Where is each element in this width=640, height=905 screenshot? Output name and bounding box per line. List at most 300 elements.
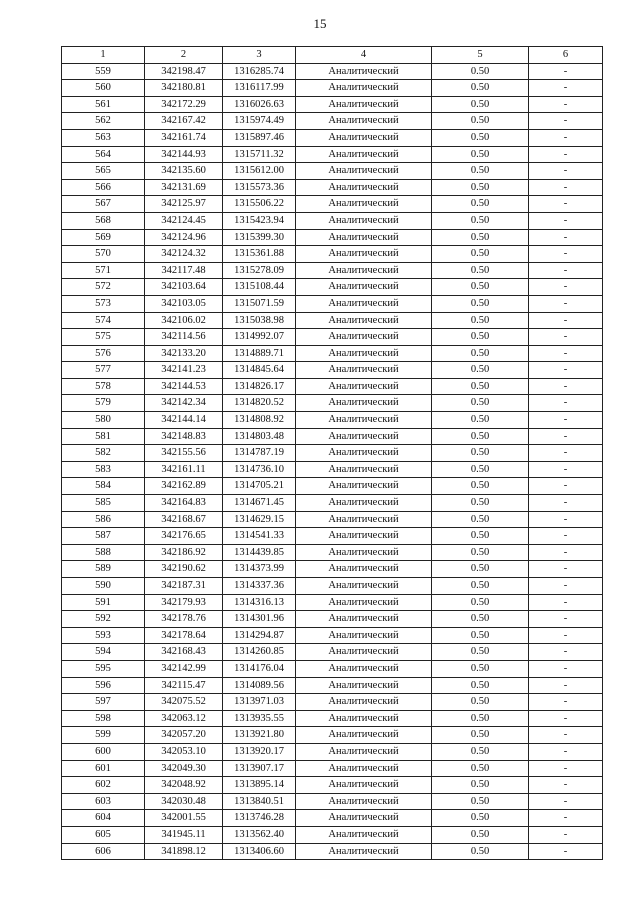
note-cell: - <box>529 561 603 578</box>
table-row <box>62 229 603 246</box>
note-cell: - <box>529 727 603 744</box>
note-cell: - <box>529 511 603 528</box>
accuracy-cell: 0.50 <box>432 810 529 827</box>
table-row <box>62 710 603 727</box>
accuracy-cell: 0.50 <box>432 511 529 528</box>
note-cell: - <box>529 163 603 180</box>
y-coordinate-cell: 1315399.30 <box>223 229 296 246</box>
point-number-cell: 595 <box>62 660 145 677</box>
method-cell: Аналитический <box>296 345 432 362</box>
note-cell: - <box>529 229 603 246</box>
accuracy-cell: 0.50 <box>432 743 529 760</box>
method-cell: Аналитический <box>296 329 432 346</box>
point-number-cell: 604 <box>62 810 145 827</box>
y-coordinate-cell: 1314787.19 <box>223 445 296 462</box>
note-cell: - <box>529 528 603 545</box>
accuracy-cell: 0.50 <box>432 594 529 611</box>
accuracy-cell: 0.50 <box>432 345 529 362</box>
note-cell: - <box>529 113 603 130</box>
table-row <box>62 428 603 445</box>
accuracy-cell: 0.50 <box>432 627 529 644</box>
accuracy-cell: 0.50 <box>432 793 529 810</box>
y-coordinate-cell: 1315108.44 <box>223 279 296 296</box>
y-coordinate-cell: 1314294.87 <box>223 627 296 644</box>
y-coordinate-cell: 1314176.04 <box>223 660 296 677</box>
x-coordinate-cell: 342030.48 <box>145 793 223 810</box>
x-coordinate-cell: 342190.62 <box>145 561 223 578</box>
method-cell: Аналитический <box>296 362 432 379</box>
table-row <box>62 644 603 661</box>
note-cell: - <box>529 212 603 229</box>
point-number-cell: 561 <box>62 96 145 113</box>
accuracy-cell: 0.50 <box>432 694 529 711</box>
method-cell: Аналитический <box>296 229 432 246</box>
method-cell: Аналитический <box>296 660 432 677</box>
table-row <box>62 262 603 279</box>
point-number-cell: 576 <box>62 345 145 362</box>
x-coordinate-cell: 342141.23 <box>145 362 223 379</box>
x-coordinate-cell: 342053.10 <box>145 743 223 760</box>
note-cell: - <box>529 810 603 827</box>
point-number-cell: 587 <box>62 528 145 545</box>
accuracy-cell: 0.50 <box>432 528 529 545</box>
table-row <box>62 395 603 412</box>
accuracy-cell: 0.50 <box>432 677 529 694</box>
y-coordinate-cell: 1315071.59 <box>223 295 296 312</box>
method-cell: Аналитический <box>296 163 432 180</box>
accuracy-cell: 0.50 <box>432 710 529 727</box>
accuracy-cell: 0.50 <box>432 312 529 329</box>
column-header-5: 5 <box>432 47 529 64</box>
accuracy-cell: 0.50 <box>432 445 529 462</box>
accuracy-cell: 0.50 <box>432 179 529 196</box>
note-cell: - <box>529 412 603 429</box>
x-coordinate-cell: 342168.43 <box>145 644 223 661</box>
x-coordinate-cell: 342161.74 <box>145 129 223 146</box>
table-row <box>62 611 603 628</box>
method-cell: Аналитический <box>296 478 432 495</box>
x-coordinate-cell: 342161.11 <box>145 461 223 478</box>
method-cell: Аналитический <box>296 528 432 545</box>
accuracy-cell: 0.50 <box>432 826 529 843</box>
y-coordinate-cell: 1314845.64 <box>223 362 296 379</box>
note-cell: - <box>529 246 603 263</box>
accuracy-cell: 0.50 <box>432 196 529 213</box>
table-row <box>62 495 603 512</box>
point-number-cell: 590 <box>62 578 145 595</box>
table-row <box>62 179 603 196</box>
x-coordinate-cell: 342117.48 <box>145 262 223 279</box>
x-coordinate-cell: 342049.30 <box>145 760 223 777</box>
coordinates-table <box>61 46 603 860</box>
y-coordinate-cell: 1315897.46 <box>223 129 296 146</box>
point-number-cell: 565 <box>62 163 145 180</box>
point-number-cell: 598 <box>62 710 145 727</box>
x-coordinate-cell: 342103.64 <box>145 279 223 296</box>
x-coordinate-cell: 342144.53 <box>145 378 223 395</box>
note-cell: - <box>529 129 603 146</box>
point-number-cell: 582 <box>62 445 145 462</box>
point-number-cell: 602 <box>62 777 145 794</box>
accuracy-cell: 0.50 <box>432 544 529 561</box>
note-cell: - <box>529 495 603 512</box>
y-coordinate-cell: 1316285.74 <box>223 63 296 80</box>
x-coordinate-cell: 342057.20 <box>145 727 223 744</box>
column-header-4: 4 <box>296 47 432 64</box>
x-coordinate-cell: 342131.69 <box>145 179 223 196</box>
method-cell: Аналитический <box>296 246 432 263</box>
note-cell: - <box>529 179 603 196</box>
accuracy-cell: 0.50 <box>432 163 529 180</box>
x-coordinate-cell: 342144.93 <box>145 146 223 163</box>
x-coordinate-cell: 342075.52 <box>145 694 223 711</box>
note-cell: - <box>529 644 603 661</box>
table-row <box>62 378 603 395</box>
accuracy-cell: 0.50 <box>432 428 529 445</box>
y-coordinate-cell: 1313895.14 <box>223 777 296 794</box>
method-cell: Аналитический <box>296 179 432 196</box>
point-number-cell: 571 <box>62 262 145 279</box>
point-number-cell: 601 <box>62 760 145 777</box>
method-cell: Аналитический <box>296 279 432 296</box>
note-cell: - <box>529 196 603 213</box>
accuracy-cell: 0.50 <box>432 644 529 661</box>
accuracy-cell: 0.50 <box>432 362 529 379</box>
y-coordinate-cell: 1314736.10 <box>223 461 296 478</box>
method-cell: Аналитический <box>296 710 432 727</box>
x-coordinate-cell: 342172.29 <box>145 96 223 113</box>
note-cell: - <box>529 843 603 860</box>
note-cell: - <box>529 594 603 611</box>
point-number-cell: 589 <box>62 561 145 578</box>
method-cell: Аналитический <box>296 826 432 843</box>
point-number-cell: 586 <box>62 511 145 528</box>
point-number-cell: 593 <box>62 627 145 644</box>
y-coordinate-cell: 1313907.17 <box>223 760 296 777</box>
accuracy-cell: 0.50 <box>432 760 529 777</box>
column-header-1: 1 <box>62 47 145 64</box>
note-cell: - <box>529 63 603 80</box>
note-cell: - <box>529 345 603 362</box>
table-row <box>62 677 603 694</box>
method-cell: Аналитический <box>296 511 432 528</box>
point-number-cell: 581 <box>62 428 145 445</box>
x-coordinate-cell: 341898.12 <box>145 843 223 860</box>
method-cell: Аналитический <box>296 461 432 478</box>
x-coordinate-cell: 342144.14 <box>145 412 223 429</box>
table-row <box>62 594 603 611</box>
x-coordinate-cell: 342106.02 <box>145 312 223 329</box>
table-row <box>62 63 603 80</box>
note-cell: - <box>529 694 603 711</box>
note-cell: - <box>529 627 603 644</box>
x-coordinate-cell: 342142.99 <box>145 660 223 677</box>
y-coordinate-cell: 1314301.96 <box>223 611 296 628</box>
note-cell: - <box>529 578 603 595</box>
y-coordinate-cell: 1314316.13 <box>223 594 296 611</box>
note-cell: - <box>529 80 603 97</box>
method-cell: Аналитический <box>296 63 432 80</box>
y-coordinate-cell: 1316026.63 <box>223 96 296 113</box>
table-row <box>62 561 603 578</box>
y-coordinate-cell: 1315573.36 <box>223 179 296 196</box>
y-coordinate-cell: 1313971.03 <box>223 694 296 711</box>
note-cell: - <box>529 660 603 677</box>
accuracy-cell: 0.50 <box>432 63 529 80</box>
accuracy-cell: 0.50 <box>432 777 529 794</box>
point-number-cell: 573 <box>62 295 145 312</box>
table-row <box>62 80 603 97</box>
table-row <box>62 777 603 794</box>
point-number-cell: 591 <box>62 594 145 611</box>
point-number-cell: 585 <box>62 495 145 512</box>
note-cell: - <box>529 96 603 113</box>
y-coordinate-cell: 1315974.49 <box>223 113 296 130</box>
y-coordinate-cell: 1315711.32 <box>223 146 296 163</box>
table-row <box>62 445 603 462</box>
accuracy-cell: 0.50 <box>432 395 529 412</box>
method-cell: Аналитический <box>296 760 432 777</box>
method-cell: Аналитический <box>296 843 432 860</box>
method-cell: Аналитический <box>296 146 432 163</box>
method-cell: Аналитический <box>296 212 432 229</box>
x-coordinate-cell: 342135.60 <box>145 163 223 180</box>
accuracy-cell: 0.50 <box>432 279 529 296</box>
table-row <box>62 660 603 677</box>
y-coordinate-cell: 1315612.00 <box>223 163 296 180</box>
table-row <box>62 760 603 777</box>
x-coordinate-cell: 342178.76 <box>145 611 223 628</box>
column-header-3: 3 <box>223 47 296 64</box>
table-row <box>62 196 603 213</box>
x-coordinate-cell: 342133.20 <box>145 345 223 362</box>
y-coordinate-cell: 1314992.07 <box>223 329 296 346</box>
method-cell: Аналитический <box>296 129 432 146</box>
note-cell: - <box>529 329 603 346</box>
note-cell: - <box>529 378 603 395</box>
y-coordinate-cell: 1313562.40 <box>223 826 296 843</box>
accuracy-cell: 0.50 <box>432 660 529 677</box>
table-row <box>62 727 603 744</box>
y-coordinate-cell: 1314808.92 <box>223 412 296 429</box>
y-coordinate-cell: 1316117.99 <box>223 80 296 97</box>
method-cell: Аналитический <box>296 777 432 794</box>
accuracy-cell: 0.50 <box>432 611 529 628</box>
table-row <box>62 96 603 113</box>
y-coordinate-cell: 1315278.09 <box>223 262 296 279</box>
y-coordinate-cell: 1315506.22 <box>223 196 296 213</box>
y-coordinate-cell: 1314889.71 <box>223 345 296 362</box>
x-coordinate-cell: 342124.32 <box>145 246 223 263</box>
table-row <box>62 544 603 561</box>
y-coordinate-cell: 1315361.88 <box>223 246 296 263</box>
x-coordinate-cell: 342168.67 <box>145 511 223 528</box>
accuracy-cell: 0.50 <box>432 212 529 229</box>
y-coordinate-cell: 1313840.51 <box>223 793 296 810</box>
method-cell: Аналитический <box>296 196 432 213</box>
accuracy-cell: 0.50 <box>432 96 529 113</box>
accuracy-cell: 0.50 <box>432 578 529 595</box>
method-cell: Аналитический <box>296 644 432 661</box>
method-cell: Аналитический <box>296 627 432 644</box>
point-number-cell: 583 <box>62 461 145 478</box>
point-number-cell: 594 <box>62 644 145 661</box>
x-coordinate-cell: 342178.64 <box>145 627 223 644</box>
x-coordinate-cell: 341945.11 <box>145 826 223 843</box>
method-cell: Аналитический <box>296 810 432 827</box>
accuracy-cell: 0.50 <box>432 146 529 163</box>
point-number-cell: 560 <box>62 80 145 97</box>
y-coordinate-cell: 1315038.98 <box>223 312 296 329</box>
accuracy-cell: 0.50 <box>432 129 529 146</box>
note-cell: - <box>529 760 603 777</box>
table-row <box>62 843 603 860</box>
y-coordinate-cell: 1314337.36 <box>223 578 296 595</box>
point-number-cell: 599 <box>62 727 145 744</box>
accuracy-cell: 0.50 <box>432 412 529 429</box>
point-number-cell: 569 <box>62 229 145 246</box>
method-cell: Аналитический <box>296 445 432 462</box>
table-row <box>62 163 603 180</box>
note-cell: - <box>529 461 603 478</box>
method-cell: Аналитический <box>296 594 432 611</box>
table-row <box>62 528 603 545</box>
note-cell: - <box>529 777 603 794</box>
method-cell: Аналитический <box>296 312 432 329</box>
x-coordinate-cell: 342103.05 <box>145 295 223 312</box>
method-cell: Аналитический <box>296 694 432 711</box>
x-coordinate-cell: 342176.65 <box>145 528 223 545</box>
note-cell: - <box>529 793 603 810</box>
y-coordinate-cell: 1314671.45 <box>223 495 296 512</box>
point-number-cell: 588 <box>62 544 145 561</box>
y-coordinate-cell: 1313746.28 <box>223 810 296 827</box>
note-cell: - <box>529 279 603 296</box>
y-coordinate-cell: 1313406.60 <box>223 843 296 860</box>
table-row <box>62 362 603 379</box>
accuracy-cell: 0.50 <box>432 495 529 512</box>
point-number-cell: 568 <box>62 212 145 229</box>
x-coordinate-cell: 342164.83 <box>145 495 223 512</box>
note-cell: - <box>529 146 603 163</box>
x-coordinate-cell: 342115.47 <box>145 677 223 694</box>
point-number-cell: 603 <box>62 793 145 810</box>
page-number: 15 <box>313 16 327 31</box>
accuracy-cell: 0.50 <box>432 246 529 263</box>
point-number-cell: 575 <box>62 329 145 346</box>
accuracy-cell: 0.50 <box>432 461 529 478</box>
accuracy-cell: 0.50 <box>432 113 529 130</box>
point-number-cell: 592 <box>62 611 145 628</box>
point-number-cell: 563 <box>62 129 145 146</box>
point-number-cell: 600 <box>62 743 145 760</box>
table-header-row <box>62 47 603 64</box>
method-cell: Аналитический <box>296 262 432 279</box>
point-number-cell: 578 <box>62 378 145 395</box>
column-header-6: 6 <box>529 47 603 64</box>
table-row <box>62 810 603 827</box>
note-cell: - <box>529 544 603 561</box>
table-row <box>62 129 603 146</box>
y-coordinate-cell: 1315423.94 <box>223 212 296 229</box>
x-coordinate-cell: 342125.97 <box>145 196 223 213</box>
method-cell: Аналитический <box>296 378 432 395</box>
y-coordinate-cell: 1314373.99 <box>223 561 296 578</box>
accuracy-cell: 0.50 <box>432 262 529 279</box>
x-coordinate-cell: 342114.56 <box>145 329 223 346</box>
y-coordinate-cell: 1313935.55 <box>223 710 296 727</box>
note-cell: - <box>529 362 603 379</box>
table-row <box>62 345 603 362</box>
table-row <box>62 312 603 329</box>
table-row <box>62 511 603 528</box>
x-coordinate-cell: 342048.92 <box>145 777 223 794</box>
point-number-cell: 570 <box>62 246 145 263</box>
point-number-cell: 580 <box>62 412 145 429</box>
table-row <box>62 578 603 595</box>
method-cell: Аналитический <box>296 578 432 595</box>
method-cell: Аналитический <box>296 96 432 113</box>
method-cell: Аналитический <box>296 793 432 810</box>
y-coordinate-cell: 1314705.21 <box>223 478 296 495</box>
y-coordinate-cell: 1314803.48 <box>223 428 296 445</box>
table-row <box>62 412 603 429</box>
y-coordinate-cell: 1314439.85 <box>223 544 296 561</box>
y-coordinate-cell: 1314089.56 <box>223 677 296 694</box>
point-number-cell: 564 <box>62 146 145 163</box>
method-cell: Аналитический <box>296 295 432 312</box>
point-number-cell: 597 <box>62 694 145 711</box>
y-coordinate-cell: 1314629.15 <box>223 511 296 528</box>
accuracy-cell: 0.50 <box>432 295 529 312</box>
y-coordinate-cell: 1313921.80 <box>223 727 296 744</box>
x-coordinate-cell: 342198.47 <box>145 63 223 80</box>
y-coordinate-cell: 1314826.17 <box>223 378 296 395</box>
point-number-cell: 566 <box>62 179 145 196</box>
x-coordinate-cell: 342180.81 <box>145 80 223 97</box>
x-coordinate-cell: 342142.34 <box>145 395 223 412</box>
table-row <box>62 694 603 711</box>
x-coordinate-cell: 342187.31 <box>145 578 223 595</box>
x-coordinate-cell: 342063.12 <box>145 710 223 727</box>
table-row <box>62 743 603 760</box>
note-cell: - <box>529 677 603 694</box>
method-cell: Аналитический <box>296 611 432 628</box>
note-cell: - <box>529 312 603 329</box>
accuracy-cell: 0.50 <box>432 80 529 97</box>
method-cell: Аналитический <box>296 395 432 412</box>
y-coordinate-cell: 1314541.33 <box>223 528 296 545</box>
method-cell: Аналитический <box>296 727 432 744</box>
table-row <box>62 146 603 163</box>
note-cell: - <box>529 445 603 462</box>
point-number-cell: 584 <box>62 478 145 495</box>
accuracy-cell: 0.50 <box>432 727 529 744</box>
note-cell: - <box>529 826 603 843</box>
point-number-cell: 559 <box>62 63 145 80</box>
accuracy-cell: 0.50 <box>432 229 529 246</box>
table-row <box>62 329 603 346</box>
point-number-cell: 596 <box>62 677 145 694</box>
table-row <box>62 627 603 644</box>
y-coordinate-cell: 1314260.85 <box>223 644 296 661</box>
x-coordinate-cell: 342148.83 <box>145 428 223 445</box>
column-header-2: 2 <box>145 47 223 64</box>
method-cell: Аналитический <box>296 113 432 130</box>
x-coordinate-cell: 342155.56 <box>145 445 223 462</box>
table-row <box>62 826 603 843</box>
point-number-cell: 562 <box>62 113 145 130</box>
